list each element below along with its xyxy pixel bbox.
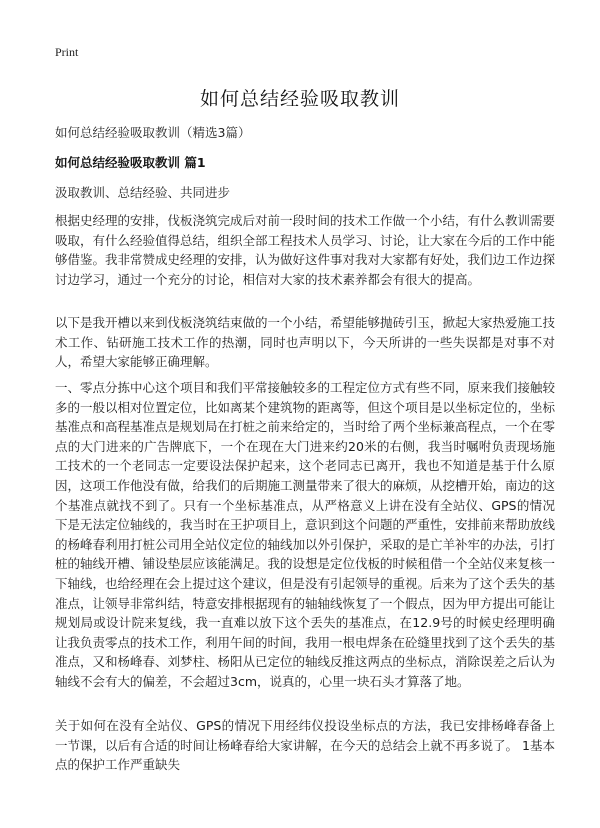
section-tagline: 汲取教训、总结经验、共同进步 bbox=[55, 185, 231, 200]
body-paragraph-3: 一、零点分拣中心这个项目和我们平常接触较多的工程定位方式有些不同，原来我们接触较多的一般以相对位置定位，比如离某个建筑物的距离等，但这个项目是以坐标定位的，坐标基准点和高程基准点是规划局在打桩之前来给定的，当时给了两个坐标兼高程点，一个在零点的大门进来的广告牌底下，一个在现在大门进来约20米的右侧，我当时嘱咐负责现场施工技术的一个老同志一定要设法保护起来，这个老同志已离开，我也不知道是基于什么原因，这项工作他没有做，给我们的后期施工测量带来了很大的麻烦，从挖槽开始，南边的这个基准点就找不到了。只有一个坐标基准点，从严格意义上讲在没有全站仪、GPS的情况下是无法定位轴线的，我当时在王护项目上，意识到这个问题的严重性，安排前来帮助放线的杨峰春利用打桩公司用全站仪定位的轴线加以外引保护，采取的是亡羊补牢的办法，引打桩的轴线开槽、铺设垫层应该能满足。我的设想是定位伐板的时候租借一个全站仪来复核一下轴线，也给经理在会上提过这个建议，但是没有引起领导的重视。后来为了这个丢失的基准点，让领导非常纠结，特意安排根据现有的轴轴线恢复了一个假点，因为甲方提出可能让规划局或设计院来复线，我一直难以放下这个丢失的基准点，在12.9号的时候史经理明确让我负责零点的技术工作，利用午间的时间，我用一根电焊条在砼缝里找到了这个丢失的基准点，又和杨峰春、刘梦柱、杨阳从已定位的轴线反推这两点的坐标点，消除误差之后认为轴线不会有大的偏差，不会超过3cm，说真的，心里一块石头才算落了地。 bbox=[55, 380, 556, 689]
document-title: 如何总结经验吸取教训 bbox=[199, 88, 400, 110]
document-subtitle: 如何总结经验吸取教训（精选3篇） bbox=[55, 125, 251, 140]
body-paragraph-2: 以下是我开槽以来到伐板浇筑结束做的一个小结，希望能够抛砖引玉，掀起大家热爱施工技术工作、钻研施工技术工作的热潮，同时也声明以下，今天所讲的一些失误都是对事不对人，希望大家能够正确理解。 bbox=[55, 315, 556, 370]
section-heading: 如何总结经验吸取教训 篇1 bbox=[55, 155, 206, 170]
body-paragraph-4: 关于如何在没有全站仪、GPS的情况下用经纬仪投设坐标点的方法，我已安排杨峰春备上一节课，以后有合适的时间让杨峰春给大家讲解，在今天的总结会上就不再多说了。 1基本点的保护工作严重缺失 bbox=[55, 718, 555, 773]
print-link[interactable]: Print bbox=[55, 45, 79, 59]
body-paragraph-1: 根据史经理的安排，伐板浇筑完成后对前一段时间的技术工作做一个小结，有什么教训需要吸取，有什么经验值得总结，组织全部工程技术人员学习、讨论，让大家在今后的工作中能够借鉴。我非常赞成史经理的安排，认为做好这件事对我对大家都有好处，我们边工作边探讨边学习，通过一个充分的讨论，相信对大家的技术素养都会有很大的提高。 bbox=[55, 213, 556, 287]
